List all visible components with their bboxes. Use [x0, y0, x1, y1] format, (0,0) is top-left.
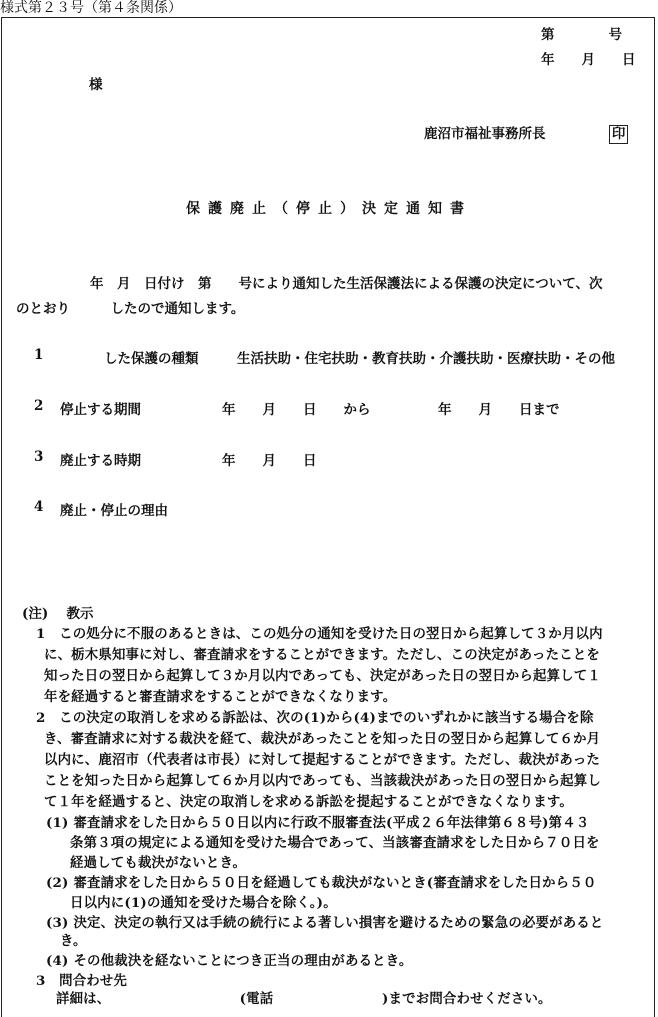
note-line: 日以内に(1)の通知を受けた場合を除く。)。 — [70, 895, 337, 911]
issuer — [424, 122, 628, 144]
item-3-label: 廃止する時期 — [60, 453, 141, 469]
note-line: ことを知った日から起算して６か月以内であっても、当該裁決があった日の翌日から起算し — [44, 773, 601, 789]
note-line: 条第３項の規定による通知を受けた場合であって、当該審査請求をした日から７０日を — [70, 835, 600, 851]
note-line: 以内に、鹿沼市（代表者は市長）に対して提起することができます。ただし、裁決があった — [44, 752, 601, 768]
body-line-1: 年 月 日付け 第 号により通知した生活保護法による保護の決定について、次 — [90, 276, 603, 292]
note-line: 3 問合わせ先 — [36, 973, 128, 989]
item-3-value: 年 月 日 — [222, 453, 317, 469]
note-line: き。 — [60, 933, 87, 949]
notes-heading: (注) 教示 — [22, 606, 94, 622]
note-line: 知った日の翌日から起算して３か月以内であっても、決定があった日の翌日から起算して１ — [44, 668, 601, 684]
addressee: 様 — [89, 77, 103, 93]
note-line: (2) 審査請求をした日から５０日を経過しても裁決がないとき(審査請求をした日から５０ — [46, 875, 597, 891]
document-number: 第 号 — [541, 27, 622, 43]
note-line: 年を経過すると審査請求をすることができなくなります。 — [44, 689, 397, 705]
item-2-label: 停止する期間 — [60, 402, 141, 418]
body-line-2: のとおり したので通知します。 — [16, 301, 245, 317]
item-1-label: した保護の種類 — [104, 351, 199, 367]
note-line: て１年を経過すると、決定の取消しを求める訴訟を提起することができなくなります。 — [44, 794, 573, 810]
note-line: 詳細は、 (電話 )までお問合わせください。 — [56, 991, 552, 1007]
item-3-number: 3 — [34, 449, 44, 465]
note-line: 2 この決定の取消しを求める訴訟は、次の(1)から(4)までのいずれかに該当する場合を除 — [36, 710, 594, 726]
item-1-value: 生活扶助・住宅扶助・教育扶助・介護扶助・医療扶助・その他 — [237, 351, 615, 367]
item-2-value: 年 月 日 から 年 月 日まで — [222, 402, 560, 418]
note-line: 1 この処分に不服のあるときは、この処分の通知を受けた日の翌日から起算して３か月以内 — [36, 626, 603, 642]
note-line: (3) 決定、決定の執行又は手続の続行による著しい損害を避けるための緊急の必要があると — [46, 915, 604, 931]
note-line: (4) その他裁決を経ないことにつき正当の理由があるとき。 — [46, 953, 413, 969]
item-2-number: 2 — [34, 398, 44, 414]
item-1-number: 1 — [34, 347, 44, 363]
seal-box: 印 — [609, 125, 629, 144]
note-line: に、栃木県知事に対し、審査請求をすることができます。ただし、この決定があったことを — [44, 647, 601, 663]
issuer-name: 鹿沼市福祉事務所長 — [424, 126, 546, 142]
note-line: (1) 審査請求をした日から５０日以内に行政不服審査法(平成２６年法律第６８号)第４３ — [46, 815, 590, 831]
form-id: 様式第２３号（第４条関係） — [0, 0, 182, 16]
page-title: 保護廃止（停止）決定通知書 — [186, 201, 472, 217]
note-line: 経過しても裁決がないとき。 — [70, 855, 247, 871]
document-date: 年 月 日 — [541, 52, 636, 68]
item-4-label: 廃止・停止の理由 — [60, 503, 168, 519]
note-line: き、審査請求に対する裁決を経て、裁決があったことを知った日の翌日から起算して６か月 — [44, 731, 601, 747]
item-4-number: 4 — [34, 499, 44, 515]
